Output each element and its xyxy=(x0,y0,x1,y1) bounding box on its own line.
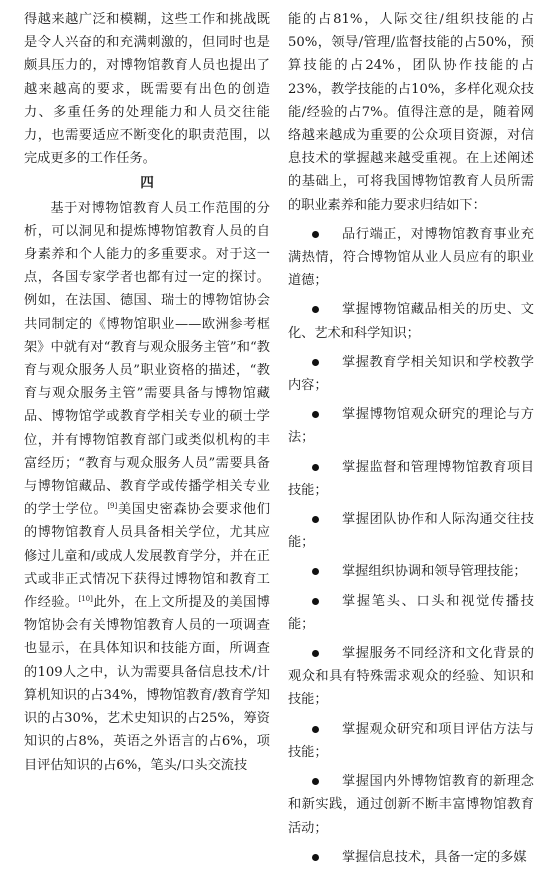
bullet-icon xyxy=(312,231,319,238)
list-item xyxy=(288,718,534,764)
list-item xyxy=(288,560,534,583)
footnote-ref-10[interactable]: [10] xyxy=(78,595,93,604)
list-item-text: 掌握观众研究和项目评估方法与技能； xyxy=(288,721,534,760)
list-item-text: 掌握博物馆观众研究的理论与方法； xyxy=(288,407,534,446)
bullet-icon xyxy=(312,464,319,471)
bullet-icon xyxy=(312,516,319,523)
list-item-text: 掌握监督和管理博物馆教育项目技能； xyxy=(288,459,534,498)
list-item xyxy=(288,770,534,840)
bullet-icon xyxy=(312,726,319,733)
list-item xyxy=(288,590,534,636)
list-item-text: 掌握教育学相关知识和学校教学内容； xyxy=(288,354,534,394)
list-item-text: 掌握服务不同经济和文化背景的观众和具有特殊需求观众的经验、知识和技能； xyxy=(288,646,534,708)
list-item xyxy=(288,456,534,502)
body-text-part-3: 此外，在上文所提及的美国博物馆协会有关博物馆教育人员的一项调查也显示，在具体知识和技能方面，所调查的109人之中，认为需要具备信息技术/计算机知识的占34%，博物馆教育/教育学知识的占30%，艺术史知识的占25%，筹资知识的占8%，英语之外语言的占6%，项目评估知识的占6%，笔头/口头交流技 xyxy=(24,595,270,773)
list-item xyxy=(288,298,534,344)
bullet-icon xyxy=(312,598,319,605)
footnote-ref-9[interactable]: [9] xyxy=(107,502,118,511)
list-item-text: 掌握国内外博物馆教育的新理念和新实践，通过创新不断丰富博物馆教育活动； xyxy=(288,774,534,836)
right-column xyxy=(288,8,534,875)
bullet-icon xyxy=(312,359,319,366)
list-item-text: 掌握博物馆藏品相关的历史、文化、艺术和科学知识； xyxy=(288,302,534,341)
list-item-text: 掌握笔头、口头和视觉传播技能； xyxy=(288,593,534,632)
list-item-text: 掌握信息技术，具备一定的多媒 xyxy=(342,849,527,865)
list-item xyxy=(288,508,534,554)
list-item-text: 品行端正，对博物馆教育事业充满热情，符合博物馆从业人员应有的职业道德； xyxy=(288,226,534,289)
list-item xyxy=(288,403,534,449)
continuation-paragraph: 能的占81%，人际交往/组织技能的占50%，领导/管理/监督技能的占50%，预算技能的占24%，团队协作技能的占23%，教学技能的占10%，多样化观众技能/经验的占7%。值得注意的是，随着网络越来越成为重要的公众项目资源，对信息技术的掌握越来越受重视。在上述阐述的基础上，可将我国博物馆教育人员所需的职业素养和能力要求归结如下： xyxy=(288,12,534,213)
bullet-icon xyxy=(312,854,319,861)
left-column xyxy=(24,8,270,777)
section-heading: 四 xyxy=(140,175,154,192)
intro-paragraph: 得越来越广泛和模糊，这些工作和挑战既是令人兴奋的和充满刺激的，但同时也是颇具压力的，对博物馆教育人员也提出了越来越高的要求，既需要有出色的创造力、多重任务的处理能力和人员交往能力，也需要适应不断变化的职责范围，以完成更多的工作任务。 xyxy=(24,12,270,167)
list-item-text: 掌握团队协作和人际沟通交往技能； xyxy=(288,512,534,551)
competency-list xyxy=(288,223,534,869)
body-paragraph xyxy=(24,197,270,777)
body-text-part-2: 美国史密森协会要求他们的博物馆教育人员具备相关学位，尤其应修过儿童和/或成人发展教育学分，并在正式或非正式情况下获得过博物馆和教育工作经验。 xyxy=(24,502,271,611)
list-item xyxy=(288,223,534,293)
list-item xyxy=(288,351,534,397)
list-item xyxy=(288,846,534,869)
list-item-text: 掌握组织协调和领导管理技能； xyxy=(342,564,527,580)
body-text-part-1: 基于对博物馆教育人员工作范围的分析，可以洞见和提炼博物馆教育人员的自身素养和个人能力的多重要求。对于这一点，各国专家学者也都有过一定的探讨。例如，在法国、德国、瑞士的博物馆协会共同制定的《博物馆职业——欧洲参考框架》中就有对“教育与观众服务主管”和“教育与观众服务人员”职业资格的描述，“教育与观众服务主管”需要具备与博物馆藏品、博物馆学或教育学相关专业的硕士学位，并有博物馆教育部门或类似机构的丰富经历；“教育与观众服务人员”需要具备与博物馆藏品、教育学或传播学相关专业的学士学位。 xyxy=(24,200,270,518)
list-item xyxy=(288,642,534,712)
